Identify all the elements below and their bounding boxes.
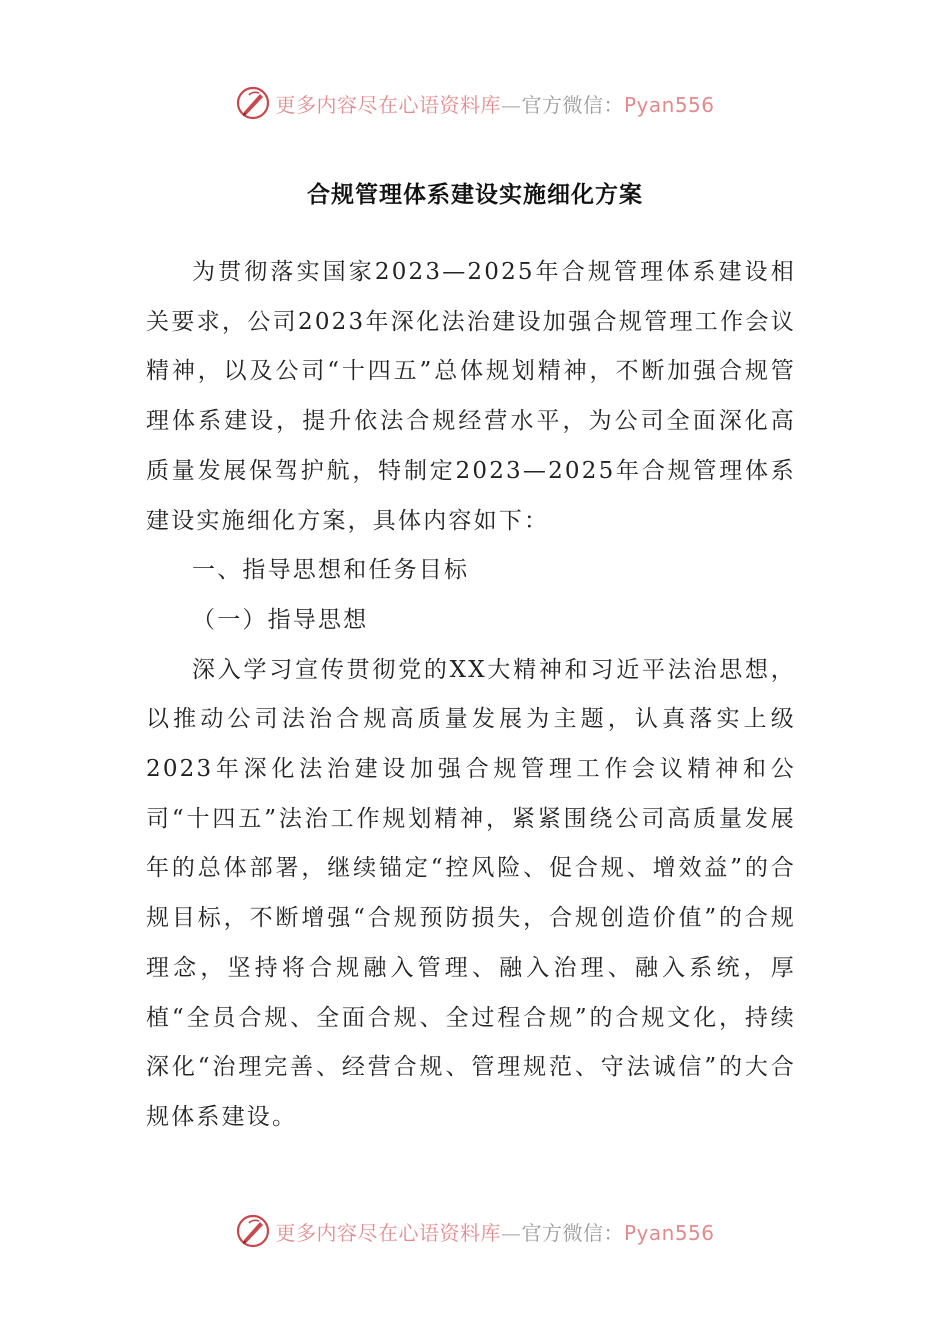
- header-banner: [0, 83, 950, 123]
- paragraph-intro: 为贯彻落实国家2023—2025年合规管理体系建设相关要求，公司2023年深化法治建设加强合规管理工作会议精神，以及公司“十四五”总体规划精神，不断加强合规管理体系建设，提升依法合规经营水平，为公司全面深化高质量发展保驾护航，特制定2023—2025年合规管理体系建设实施细化方案，具体内容如下：: [146, 259, 796, 534]
- footer-site-text: 更多内容尽在心语资料库: [275, 1220, 501, 1245]
- footer-banner-text: [275, 1217, 714, 1246]
- section-heading-1: 一、指导思想和任务目标: [192, 557, 470, 584]
- header-banner-text: [275, 89, 714, 118]
- header-wechat-id: Pyan556: [623, 92, 715, 117]
- header-dash: —: [500, 92, 522, 117]
- document-body: [146, 248, 796, 1143]
- header-wechat-label: 官方微信：: [521, 92, 624, 117]
- pen-logo-icon: [235, 1213, 271, 1249]
- footer-banner: [0, 1211, 950, 1251]
- pen-logo-icon: [235, 85, 271, 121]
- footer-dash: —: [500, 1220, 522, 1245]
- document-title: 合规管理体系建设实施细化方案: [307, 181, 643, 208]
- header-site-text: 更多内容尽在心语资料库: [275, 92, 501, 117]
- footer-wechat-id: Pyan556: [623, 1220, 715, 1245]
- paragraph-guiding-ideology: 深入学习宣传贯彻党的XX大精神和习近平法治思想，以推动公司法治合规高质量发展为主题，认真落实上级2023年深化法治建设加强合规管理工作会议精神和公司“十四五”法治工作规划精神，紧紧围绕公司高质量发展年的总体部署，继续锚定“控风险、促合规、增效益”的合规目标，不断增强“合规预防损失，合规创造价值”的合规理念，坚持将合规融入管理、融入治理、融入系统，厚植“全员合规、全面合规、全过程合规”的合规文化，持续深化“治理完善、经营合规、管理规范、守法诚信”的大合规体系建设。: [146, 656, 796, 1130]
- footer-wechat-label: 官方微信：: [521, 1220, 624, 1245]
- subsection-heading-1: （一）指导思想: [192, 606, 369, 633]
